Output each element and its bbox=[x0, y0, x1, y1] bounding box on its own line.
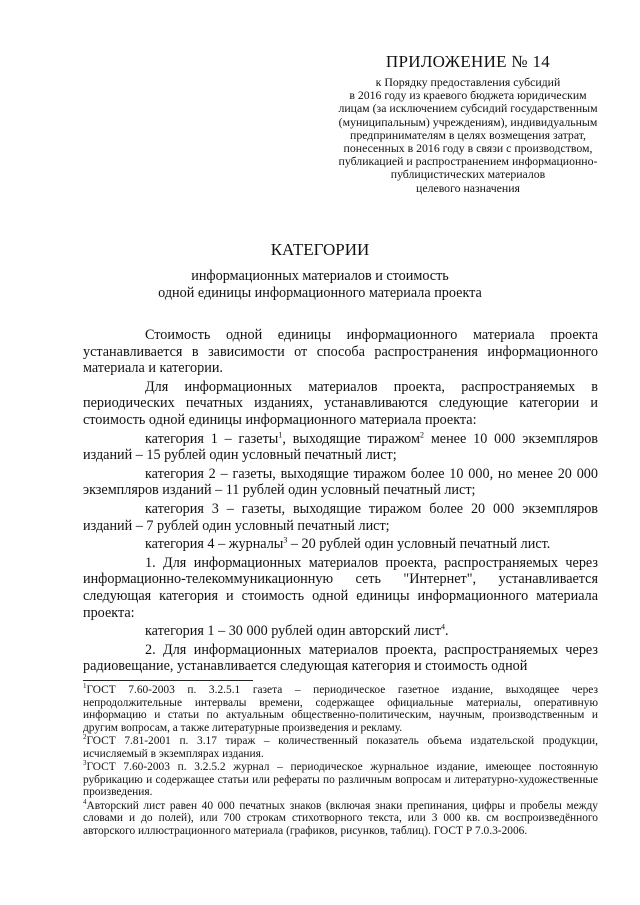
paragraph-radio-intro: 2. Для информационных материалов проекта, распространяемых через радиовещание, устанавливается следующая категория и стоимость одной bbox=[83, 641, 598, 675]
footnote-text: ГОСТ 7.81-2001 п. 3.17 тираж – количественный показатель объема издательской продукции, исчисляемый в экземплярах издания. bbox=[83, 735, 598, 760]
paragraph-category-1-newspapers bbox=[83, 431, 598, 464]
appendix-line: (муниципальным) учреждениям), индивидуальным bbox=[338, 114, 598, 129]
paragraph-cost-intro: Стоимость одной единицы информационного материала проекта устанавливается в зависимости от способа распространения информационного материала и категории. bbox=[83, 327, 598, 377]
paragraph-category-3-newspapers: категория 3 – газеты, выходящие тиражом более 20 000 экземпляров изданий – 7 рублей один условный печатный лист; bbox=[83, 500, 598, 534]
footnote-ref-1: 1 bbox=[278, 429, 283, 439]
appendix-line: к Порядку предоставления субсидий bbox=[375, 75, 561, 89]
paragraph-category-4-journals bbox=[83, 536, 598, 553]
appendix-line: лицам (за исключением субсидий государственным bbox=[338, 101, 598, 116]
appendix-line: предпринимателям в целях возмещения затрат, bbox=[350, 127, 586, 142]
footnote-1 bbox=[83, 684, 598, 734]
document-subtitle-line: информационных материалов и стоимость bbox=[191, 268, 449, 284]
document-subtitle-line: одной единицы информационного материала проекта bbox=[158, 284, 482, 301]
footnote-ref-2: 2 bbox=[419, 429, 424, 439]
document-body bbox=[83, 327, 598, 677]
footnote-mark: 2 bbox=[83, 733, 87, 742]
appendix-line: целевого назначения bbox=[416, 180, 520, 195]
paragraph-print-categories-intro: Для информационных материалов проекта, распространяемых в периодических печатных изданиях, устанавливаются следующие категории и стоимость одной единицы информационного материала проекта: bbox=[83, 378, 598, 428]
appendix-line: публицистических материалов bbox=[390, 167, 546, 182]
internet-category-period: . bbox=[445, 623, 449, 640]
footnote-4 bbox=[83, 797, 598, 838]
category-1-text-end: менее 10 000 экземпляров изданий – 15 рублей один условный печатный лист; bbox=[83, 430, 598, 464]
appendix-header bbox=[318, 52, 618, 195]
paragraph-category-2-newspapers: категория 2 – газеты, выходящие тиражом более 10 000, но менее 20 000 экземпляров изданий – 11 рублей один условный печатный лист; bbox=[83, 465, 598, 499]
footnote-mark: 3 bbox=[83, 759, 87, 768]
footnote-ref-3: 3 bbox=[283, 535, 288, 545]
footnote-divider bbox=[83, 680, 253, 681]
category-4-text-start: категория 4 – журналы bbox=[145, 536, 284, 553]
footnote-2 bbox=[83, 735, 598, 760]
footnote-ref-4: 4 bbox=[441, 622, 446, 632]
footnote-mark: 4 bbox=[83, 797, 87, 806]
appendix-line: публикацией и распространением информационно- bbox=[338, 154, 598, 169]
category-4-text-end: – 20 рублей один условный печатный лист. bbox=[287, 536, 551, 553]
footnotes-section bbox=[83, 684, 598, 838]
paragraph-internet-intro: 1. Для информационных материалов проекта, распространяемых через информационно-телекоммуникационную сеть "Интернет", устанавливается следующая категория и стоимость одной единицы информационного материала проекта: bbox=[83, 554, 598, 621]
document-title-block bbox=[110, 240, 530, 301]
internet-category-text: категория 1 – 30 000 рублей один авторский лист bbox=[145, 623, 442, 640]
footnote-text: Авторский лист равен 40 000 печатных знаков (включая знаки препинания, цифры и пробелы между словами и до полей), или 700 строкам стихотворного текста, или 3 000 кв. см воспроизведённого авторского иллюстрационного материала (графиков, рисунков, таблиц). ГОСТ Р 7.0.3-2006. bbox=[83, 799, 598, 837]
paragraph-internet-category-1 bbox=[83, 623, 598, 640]
appendix-line: понесенных в 2016 году в связи с производством, bbox=[343, 141, 593, 156]
appendix-title: ПРИЛОЖЕНИЕ № 14 bbox=[385, 52, 551, 71]
document-title: КАТЕГОРИИ bbox=[270, 240, 370, 259]
category-1-text-start: категория 1 – газеты bbox=[145, 430, 279, 447]
category-1-text-mid: , выходящие тиражом bbox=[282, 430, 420, 447]
footnote-mark: 1 bbox=[83, 682, 87, 691]
footnote-text: ГОСТ 7.60-2003 п. 3.2.5.2 журнал – периодическое журнальное издание, имеющее постоянную рубрикацию и содержащее статьи или рефераты по различным вопросам и литературно-художественные произведения. bbox=[83, 761, 598, 798]
footnote-text: ГОСТ 7.60-2003 п. 3.2.5.1 газета – периодическое газетное издание, выходящее через непродолжительные интервалы времени, содержащее официальные материалы, оперативную информацию и статьи по актуальным общественно-политическим, научным, производственным и другим вопросам, а также литературные произведения и рекламу. bbox=[83, 684, 598, 734]
footnote-3 bbox=[83, 761, 598, 799]
appendix-line: в 2016 году из краевого бюджета юридическим bbox=[349, 88, 587, 103]
